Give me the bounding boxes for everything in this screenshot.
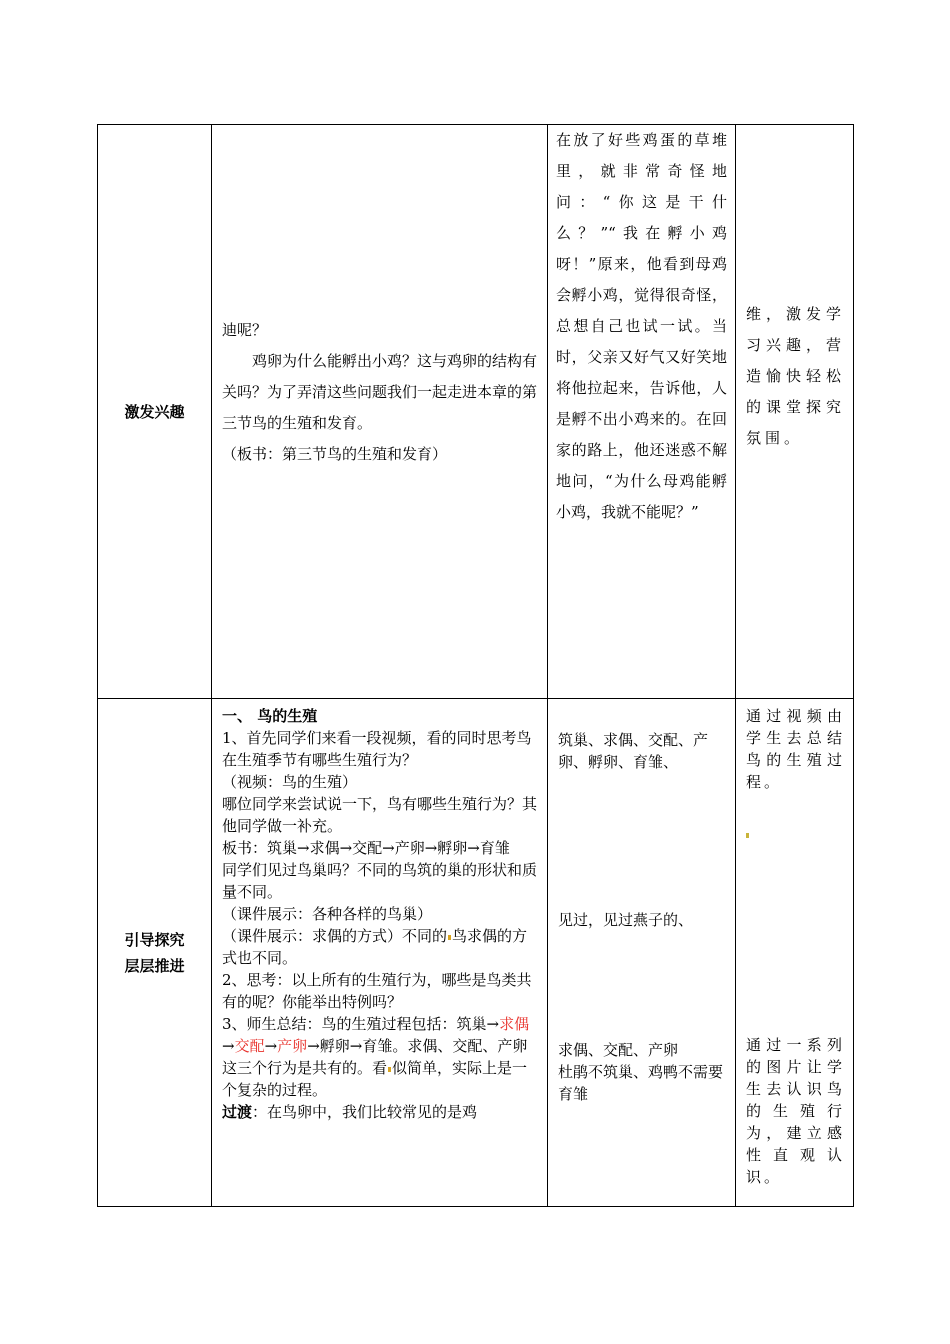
student-answer: 见过，见过燕子的、 xyxy=(558,911,694,929)
paragraph: 2、思考：以上所有的生殖行为，哪些是鸟类共有的呢？你能举出特例吗？ xyxy=(222,971,532,1011)
paragraph: 哪位同学来尝试说一下，鸟有哪些生殖行为？其他同学做一补充。 xyxy=(222,795,538,835)
stage-cell xyxy=(98,699,212,1207)
lesson-plan-table xyxy=(97,124,854,1207)
board-note: （板书：第三节鸟的生殖和发育） xyxy=(222,445,448,463)
transition-paragraph: 过渡：在鸟卵中，我们比较常见的是鸡 xyxy=(222,1103,478,1121)
paragraph: 鸡卵为什么能孵出小鸡？这与鸡卵的结构有关吗？为了弄清这些问题我们一起走进本章的第三节鸟的生殖和发育。 xyxy=(222,352,538,432)
key-term: 交配 xyxy=(234,1037,265,1055)
paragraph: 在放了好些鸡蛋的草堆里，就非常奇怪地问：“你这是干什么？”“我在孵小鸡呀！”原来，他看到母鸡会孵小鸡，觉得很奇怪，总想自己也试一试。当时，父亲又好气又好笑地将他拉起来，告诉他，人是孵不出小鸡来的。在回家的路上，他还迷惑不解地问，“为什么母鸡能孵小鸡，我就不能呢？” xyxy=(556,131,727,521)
highlight-mark xyxy=(448,935,451,940)
paragraph: 维，激发学习兴趣，营造愉快轻松的课堂探究氛围。 xyxy=(746,305,845,447)
table-row xyxy=(98,699,854,1207)
student-answer: 求偶、交配、产卵 xyxy=(558,1041,679,1059)
teacher-activity-cell xyxy=(212,699,548,1207)
paragraph: （视频：鸟的生殖） xyxy=(222,773,358,791)
design-intent-cell xyxy=(736,699,854,1207)
summary-paragraph: 3、师生总结：鸟的生殖过程包括：筑巢→求偶→交配→产卵→孵卵→育雏。求偶、交配、产卵这三个行为是共有的。看 似简单，实际上是一个复杂的过程。 xyxy=(222,1015,530,1099)
table-row xyxy=(98,125,854,699)
paragraph: （课件展示：求偶的方式）不同的 鸟求偶的方式也不同。 xyxy=(222,927,528,967)
paragraph: 迪呢？ xyxy=(222,321,268,339)
student-activity-cell xyxy=(548,699,736,1207)
section-heading: 一、 鸟的生殖 xyxy=(222,707,318,725)
paragraph: 同学们见过鸟巢吗？不同的鸟筑的巢的形状和质量不同。 xyxy=(222,861,538,901)
stage-cell xyxy=(98,125,212,699)
stage-label: 引导探究 xyxy=(124,930,185,949)
student-activity-cell xyxy=(548,125,736,699)
student-answer: 筑巢、求偶、交配、产卵、孵卵、育雏、 xyxy=(558,731,709,771)
key-term: 产卵 xyxy=(277,1037,308,1055)
stage-label: 层层推进 xyxy=(124,956,185,975)
paragraph: 通过一系列的图片让学生去认识鸟的生殖行为，建立感性直观认识。 xyxy=(746,1036,845,1186)
stage-label: 激发兴趣 xyxy=(124,402,185,421)
paragraph: 1、首先同学们来看一段视频，看的同时思考鸟在生殖季节有哪些生殖行为？ xyxy=(222,729,532,769)
design-intent-cell xyxy=(736,125,854,699)
highlight-mark xyxy=(746,833,749,838)
student-answer: 杜鹃不筑巢、鸡鸭不需要育雏 xyxy=(558,1063,724,1103)
highlight-mark xyxy=(388,1067,391,1072)
paragraph: 通过视频由学生去总结鸟的生殖过程。 xyxy=(746,707,845,791)
board-note: 板书：筑巢→求偶→交配→产卵→孵卵→育雏 xyxy=(222,839,510,857)
paragraph: （课件展示：各种各样的鸟巢） xyxy=(222,905,433,923)
key-term: 求偶 xyxy=(499,1015,530,1033)
teacher-activity-cell xyxy=(212,125,548,699)
